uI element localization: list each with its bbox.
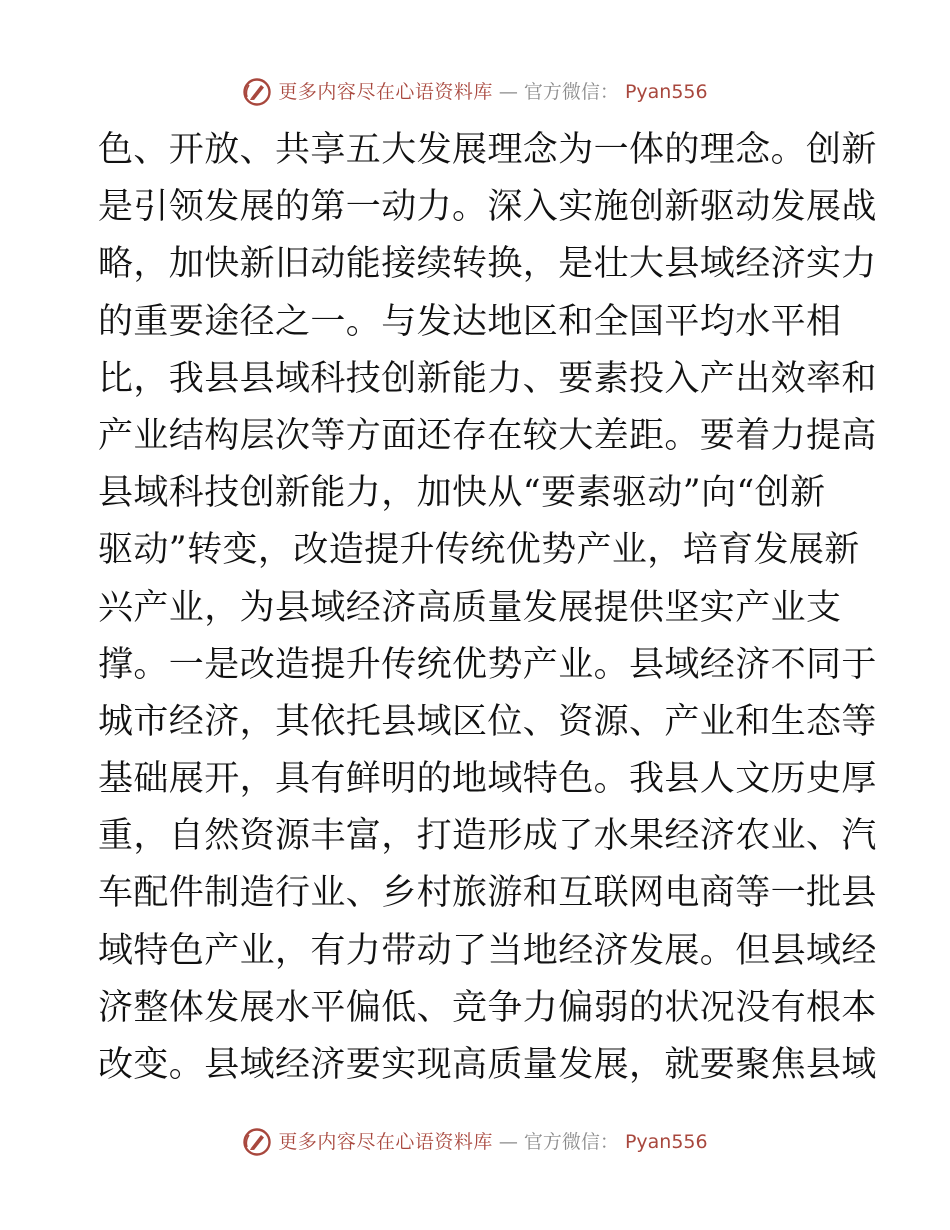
body-line: 的重要途径之一。与发达地区和全国平均水平相 [98, 301, 842, 342]
body-line: 兴产业，为县域经济高质量发展提供坚实产业支 [98, 587, 842, 628]
body-line: 县域科技创新能力，加快从“要素驱动”向“创新 [98, 473, 826, 514]
body-line: 驱动”转变，改造提升传统优势产业，培育发展新 [98, 530, 860, 571]
body-line: 比，我县县域科技创新能力、要素投入产出效率和 [98, 358, 877, 399]
body-line: 色、开放、共享五大发展理念为一体的理念。创新 [98, 130, 877, 170]
body-line: 域特色产业，有力带动了当地经济发展。但县域经 [98, 930, 877, 971]
body-line: 基础展开，具有鲜明的地域特色。我县人文历史厚 [98, 759, 877, 800]
header-wechat-id: Pyan556 [624, 81, 708, 103]
body-line: 略，加快新旧动能接续转换，是壮大县域经济实力 [98, 244, 877, 285]
footer-site-text: 更多内容尽在心语资料库 [278, 1131, 493, 1153]
body-line: 产业结构层次等方面还存在较大差距。要着力提高 [98, 415, 877, 456]
header-banner [0, 77, 950, 107]
pen-logo-icon [242, 77, 272, 107]
document-body [98, 122, 877, 1094]
header-site-text: 更多内容尽在心语资料库 [278, 81, 493, 103]
body-line: 车配件制造行业、乡村旅游和互联网电商等一批县 [98, 873, 877, 914]
body-line: 济整体发展水平偏低、竞争力偏弱的状况没有根本 [98, 987, 877, 1028]
body-line: 是引领发展的第一动力。深入实施创新驱动发展战 [98, 187, 877, 228]
header-wechat-label: 官方微信： [523, 81, 619, 103]
header-dash: — [498, 81, 518, 103]
pen-logo-icon [242, 1127, 272, 1157]
footer-wechat-id: Pyan556 [624, 1131, 708, 1153]
footer-dash: — [498, 1131, 518, 1153]
footer-wechat-label: 官方微信： [523, 1131, 619, 1153]
body-line: 城市经济，其依托县域区位、资源、产业和生态等 [98, 701, 877, 742]
footer-banner [0, 1127, 950, 1157]
body-line: 改变。县域经济要实现高质量发展，就要聚焦县域 [98, 1045, 877, 1085]
body-line: 重，自然资源丰富，打造形成了水果经济农业、汽 [98, 816, 877, 857]
body-line: 撑。一是改造提升传统优势产业。县域经济不同于 [98, 644, 877, 685]
